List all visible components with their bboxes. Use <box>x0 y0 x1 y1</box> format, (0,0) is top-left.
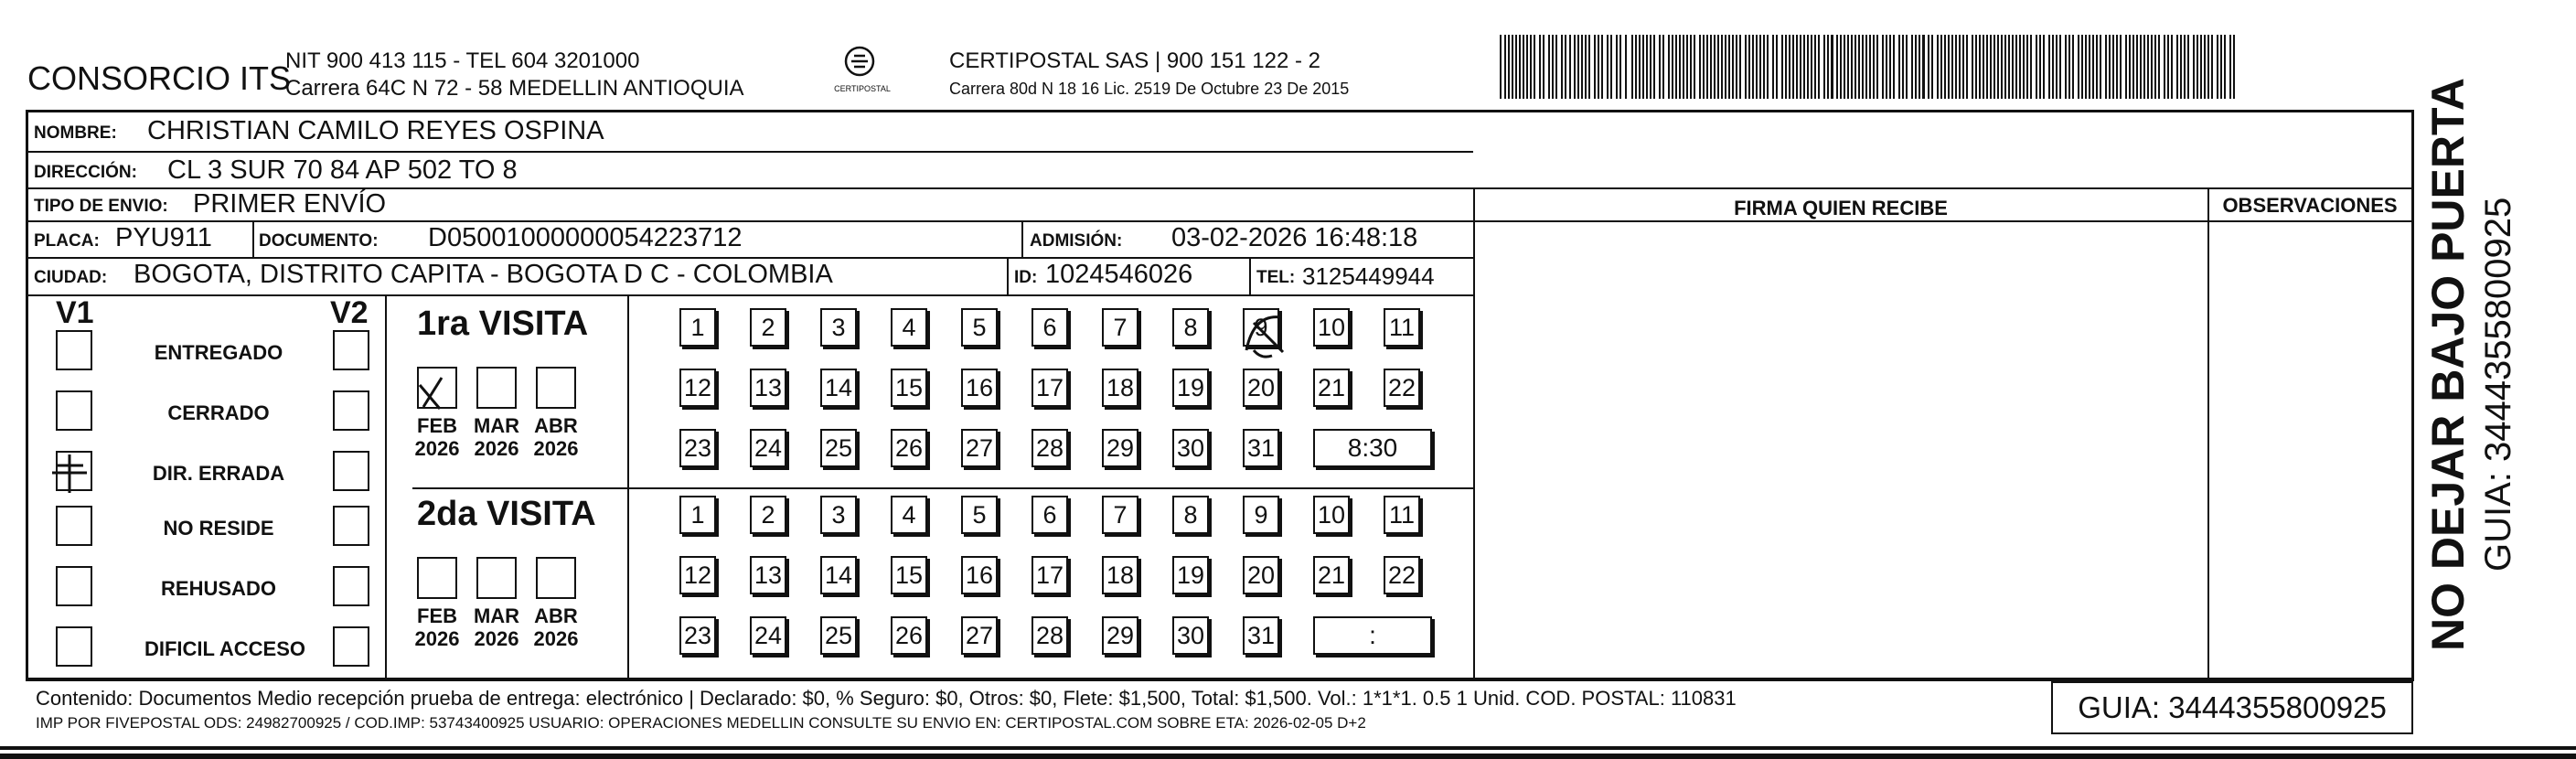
second-visit-month-checkbox[interactable] <box>417 557 457 599</box>
second-visit-day-9[interactable]: 9 <box>1243 496 1279 534</box>
first-visit-day-5[interactable]: 5 <box>961 308 998 347</box>
second-visit-day-2[interactable]: 2 <box>750 496 786 534</box>
tipo-envio-label: TIPO DE ENVIO: <box>34 197 168 216</box>
guia-box: GUIA: 3444355800925 <box>2051 681 2413 734</box>
month-name: MAR <box>473 604 520 627</box>
first-visit-day-20[interactable]: 20 <box>1243 369 1279 407</box>
month-name: FEB <box>417 604 457 627</box>
second-visit-day-4[interactable]: 4 <box>891 496 927 534</box>
second-visit-day-19[interactable]: 19 <box>1172 556 1209 594</box>
second-visit-day-13[interactable]: 13 <box>750 556 786 594</box>
ciudad-label: CIUDAD: <box>34 268 108 287</box>
first-visit-month-checkbox[interactable] <box>476 367 517 409</box>
company-info <box>285 48 744 102</box>
v1-header: V1 <box>56 295 94 330</box>
first-visit-day-7[interactable]: 7 <box>1102 308 1138 347</box>
status-label: ENTREGADO <box>154 341 283 364</box>
month-name: ABR <box>534 414 578 437</box>
status-label: DIFICIL ACCESO <box>144 637 305 660</box>
v2-checkbox[interactable] <box>333 330 369 370</box>
second-visit-month-checkbox[interactable] <box>536 557 576 599</box>
first-visit-day-9[interactable]: 9 <box>1243 308 1279 347</box>
first-visit-day-23[interactable]: 23 <box>679 429 716 467</box>
v1-checkbox[interactable] <box>56 566 92 606</box>
company-address-line: Carrera 64C N 72 - 58 MEDELLIN ANTIOQUIA <box>285 76 744 101</box>
second-visit-day-21[interactable]: 21 <box>1313 556 1350 594</box>
first-visit-day-25[interactable]: 25 <box>820 429 857 467</box>
first-visit-day-15[interactable]: 15 <box>891 369 927 407</box>
footer-contents: Contenido: Documentos Medio recepción prueba de entrega: electrónico | Declarado: $0, % Seguro: $0, Otros: $0, Flete: $1,500, Total: $1,500. Vol.: 1*1*1. 0.5 1 Unid. COD. POSTAL: 110831 <box>36 687 1737 710</box>
documento-label: DOCUMENTO: <box>259 231 379 251</box>
company-name: CONSORCIO ITS <box>27 59 292 97</box>
status-label: NO RESIDE <box>163 517 274 540</box>
second-visit-day-18[interactable]: 18 <box>1102 556 1138 594</box>
second-visit-day-27[interactable]: 27 <box>961 616 998 655</box>
status-label: CERRADO <box>167 401 270 424</box>
second-visit-day-5[interactable]: 5 <box>961 496 998 534</box>
first-visit-day-4[interactable]: 4 <box>891 308 927 347</box>
v2-checkbox[interactable] <box>333 506 369 546</box>
v1-checkbox[interactable] <box>56 330 92 370</box>
placa-value: PYU911 <box>115 223 212 252</box>
firma-header: FIRMA QUIEN RECIBE <box>1734 197 1948 219</box>
tel-value: 3125449944 <box>1302 262 1435 290</box>
second-visit-day-31[interactable]: 31 <box>1243 616 1279 655</box>
second-visit-day-26[interactable]: 26 <box>891 616 927 655</box>
status-label: REHUSADO <box>161 577 276 600</box>
footer-print-info: IMP POR FIVEPOSTAL ODS: 24982700925 / COD.IMP: 53743400925 USUARIO: OPERACIONES MEDELLIN CONSULTE SU ENVIO EN: CERTIPOSTAL.COM SOBRE ETA: 2026-02-05 D+2 <box>36 714 1366 732</box>
v2-checkbox[interactable] <box>333 566 369 606</box>
bottom-rule <box>0 746 2576 750</box>
company-nit-line: NIT 900 413 115 - TEL 604 3201000 <box>285 48 640 73</box>
v2-checkbox[interactable] <box>333 390 369 431</box>
first-visit-day-26[interactable]: 26 <box>891 429 927 467</box>
second-visit-day-11[interactable]: 11 <box>1384 496 1420 534</box>
admision-value: 03-02-2026 16:48:18 <box>1171 223 1418 252</box>
first-visit-day-22[interactable]: 22 <box>1384 369 1420 407</box>
month-year: 2026 <box>414 627 460 650</box>
v1-checkbox[interactable] <box>56 390 92 431</box>
month-label <box>467 604 526 650</box>
status-label: DIR. ERRADA <box>152 462 285 485</box>
bottom-edge <box>0 754 2576 759</box>
first-visit-day-13[interactable]: 13 <box>750 369 786 407</box>
certipostal-logo-text: CERTIPOSTAL <box>834 84 891 93</box>
second-visit-title: 2da VISITA <box>417 495 596 533</box>
no-dejar-bajo-puerta: NO DEJAR BAJO PUERTA <box>2422 78 2474 651</box>
first-visit-day-19[interactable]: 19 <box>1172 369 1209 407</box>
first-visit-day-10[interactable]: 10 <box>1313 308 1350 347</box>
first-visit-day-1[interactable]: 1 <box>679 308 716 347</box>
certipostal-logo-icon <box>828 41 892 105</box>
certipostal-line-1: CERTIPOSTAL SAS | 900 151 122 - 2 <box>949 48 1320 73</box>
second-visit-time[interactable]: : <box>1313 616 1432 655</box>
id-label: ID: <box>1014 268 1038 287</box>
documento-value: D05001000000054223712 <box>428 223 743 252</box>
second-visit-day-16[interactable]: 16 <box>961 556 998 594</box>
month-label <box>527 604 585 650</box>
first-visit-day-2[interactable]: 2 <box>750 308 786 347</box>
month-year: 2026 <box>474 627 519 650</box>
v1-checkbox[interactable] <box>56 626 92 667</box>
feb-check-mark-icon <box>412 369 467 423</box>
first-visit-day-21[interactable]: 21 <box>1313 369 1350 407</box>
first-visit-day-6[interactable]: 6 <box>1031 308 1068 347</box>
second-visit-day-17[interactable]: 17 <box>1031 556 1068 594</box>
month-year: 2026 <box>533 627 579 650</box>
month-name: MAR <box>473 414 520 437</box>
admision-label: ADMISIÓN: <box>1030 231 1123 251</box>
second-visit-month-checkbox[interactable] <box>476 557 517 599</box>
second-visit-day-8[interactable]: 8 <box>1172 496 1209 534</box>
direccion-label: DIRECCIÓN: <box>34 163 137 182</box>
v2-checkbox[interactable] <box>333 451 369 491</box>
month-label <box>408 604 466 650</box>
direccion-value: CL 3 SUR 70 84 AP 502 TO 8 <box>167 155 518 185</box>
dir-errada-mark-icon <box>47 451 92 497</box>
placa-label: PLACA: <box>34 231 100 251</box>
first-visit-day-8[interactable]: 8 <box>1172 308 1209 347</box>
second-visit-day-7[interactable]: 7 <box>1102 496 1138 534</box>
first-visit-day-18[interactable]: 18 <box>1102 369 1138 407</box>
second-visit-day-23[interactable]: 23 <box>679 616 716 655</box>
second-visit-day-30[interactable]: 30 <box>1172 616 1209 655</box>
nombre-value: CHRISTIAN CAMILO REYES OSPINA <box>147 116 604 145</box>
v2-header: V2 <box>330 295 369 330</box>
month-year: 2026 <box>414 437 460 460</box>
first-visit-day-24[interactable]: 24 <box>750 429 786 467</box>
second-visit-day-12[interactable]: 12 <box>679 556 716 594</box>
first-visit-month-checkbox[interactable] <box>536 367 576 409</box>
second-visit-day-22[interactable]: 22 <box>1384 556 1420 594</box>
month-year: 2026 <box>474 437 519 460</box>
second-visit-day-10[interactable]: 10 <box>1313 496 1350 534</box>
first-visit-day-31[interactable]: 31 <box>1243 429 1279 467</box>
month-label <box>467 414 526 460</box>
barcode <box>1500 35 2242 99</box>
id-value: 1024546026 <box>1045 260 1193 289</box>
first-visit-day-30[interactable]: 30 <box>1172 429 1209 467</box>
first-visit-day-29[interactable]: 29 <box>1102 429 1138 467</box>
second-visit-day-3[interactable]: 3 <box>820 496 857 534</box>
second-visit-day-24[interactable]: 24 <box>750 616 786 655</box>
first-visit-day-12[interactable]: 12 <box>679 369 716 407</box>
v2-checkbox[interactable] <box>333 626 369 667</box>
month-label <box>527 414 585 460</box>
tel-label: TEL: <box>1256 268 1296 287</box>
second-visit-day-15[interactable]: 15 <box>891 556 927 594</box>
certipostal-line-2: Carrera 80d N 18 16 Lic. 2519 De Octubre 23 De 2015 <box>949 80 1350 98</box>
day-9-mark-icon <box>1235 305 1299 369</box>
first-visit-day-14[interactable]: 14 <box>820 369 857 407</box>
first-visit-day-28[interactable]: 28 <box>1031 429 1068 467</box>
month-year: 2026 <box>533 437 579 460</box>
first-visit-day-3[interactable]: 3 <box>820 308 857 347</box>
first-visit-time[interactable]: 8:30 <box>1313 429 1432 467</box>
first-visit-day-27[interactable]: 27 <box>961 429 998 467</box>
ciudad-value: BOGOTA, DISTRITO CAPITA - BOGOTA D C - COLOMBIA <box>134 260 833 289</box>
month-name: ABR <box>534 604 578 627</box>
second-visit-day-28[interactable]: 28 <box>1031 616 1068 655</box>
second-visit-day-1[interactable]: 1 <box>679 496 716 534</box>
tipo-envio-value: PRIMER ENVÍO <box>193 189 387 219</box>
first-visit-day-11[interactable]: 11 <box>1384 308 1420 347</box>
second-visit-day-14[interactable]: 14 <box>820 556 857 594</box>
nombre-label: NOMBRE: <box>34 123 117 143</box>
observaciones-header: OBSERVACIONES <box>2222 194 2398 217</box>
second-visit-day-29[interactable]: 29 <box>1102 616 1138 655</box>
side-guia-number: GUIA: 3444355800925 <box>2478 197 2518 572</box>
first-visit-day-17[interactable]: 17 <box>1031 369 1068 407</box>
second-visit-day-6[interactable]: 6 <box>1031 496 1068 534</box>
second-visit-day-25[interactable]: 25 <box>820 616 857 655</box>
v1-checkbox[interactable] <box>56 506 92 546</box>
first-visit-title: 1ra VISITA <box>417 305 589 343</box>
month-name: FEB <box>417 414 457 437</box>
second-visit-day-20[interactable]: 20 <box>1243 556 1279 594</box>
first-visit-day-16[interactable]: 16 <box>961 369 998 407</box>
certipostal-info <box>949 48 1349 102</box>
